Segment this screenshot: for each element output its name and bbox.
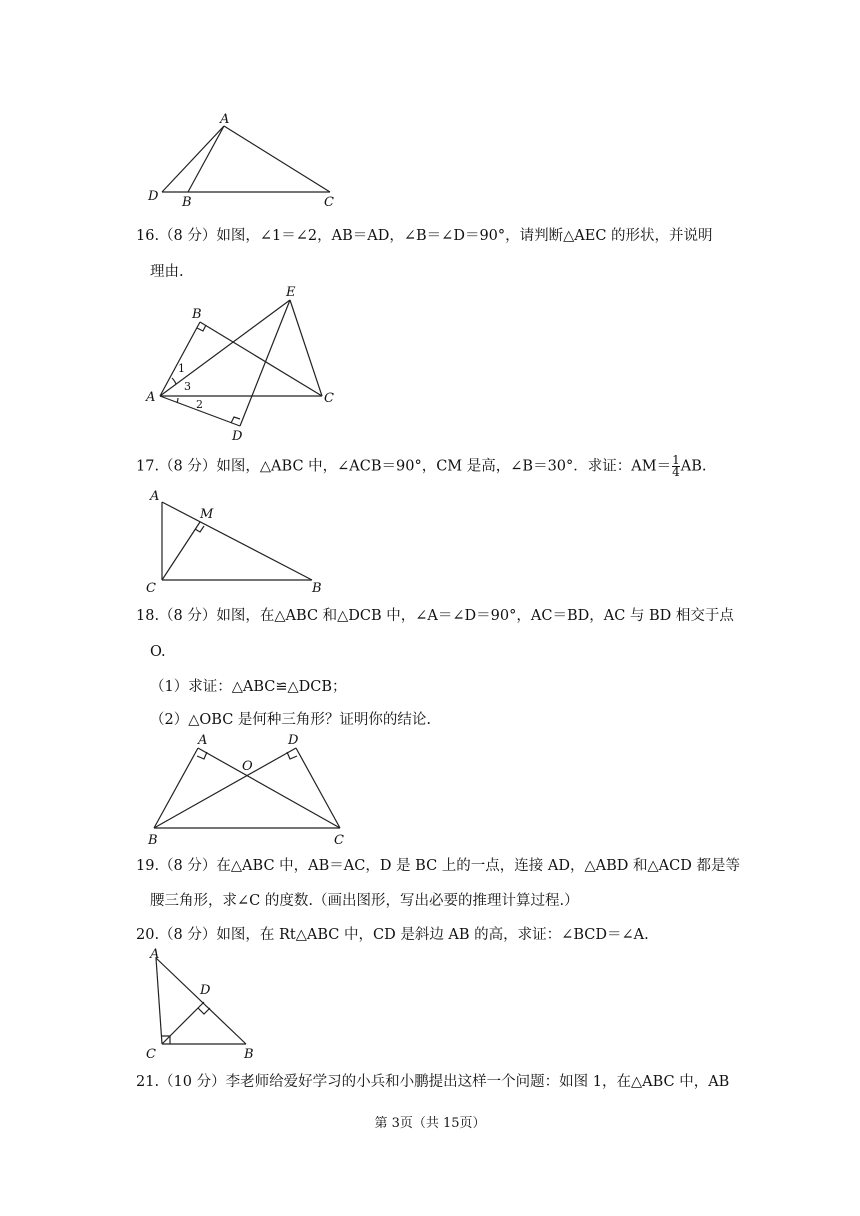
- problem-17-text: 17.（8 分）如图，△ABC 中，∠ACB＝90°，CM 是高，∠B＝30°．求证：AM＝: [136, 458, 672, 475]
- problem-20-line-1: 20.（8 分）如图，在 Rt△ABC 中，CD 是斜边 AB 的高，求证：∠BCD＝∠A.: [136, 927, 649, 943]
- figure-17: [140, 484, 340, 600]
- label-e: E: [286, 285, 296, 300]
- problem-17-line: [136, 455, 706, 478]
- label-o: O: [242, 759, 253, 774]
- label-a: A: [150, 947, 160, 962]
- fraction-denominator: 4: [672, 465, 680, 479]
- problem-19-line-2: 腰三角形，求∠C 的度数.（画出图形，写出必要的推理计算过程.）: [150, 893, 579, 909]
- label-angle-3: 3: [184, 380, 191, 393]
- label-c: C: [334, 833, 344, 848]
- label-b: B: [244, 1047, 254, 1062]
- figure-20: [140, 944, 270, 1070]
- page-footer: 第 3页（共 15页）: [374, 1116, 486, 1131]
- label-m: M: [200, 507, 214, 522]
- label-d: D: [200, 983, 211, 998]
- label-d: D: [148, 189, 159, 204]
- label-a: A: [146, 390, 156, 405]
- label-angle-2: 2: [196, 398, 203, 411]
- label-angle-1: 1: [178, 362, 185, 375]
- label-b: B: [312, 581, 322, 596]
- label-a: A: [198, 733, 208, 748]
- label-c: C: [146, 581, 156, 596]
- label-b: B: [192, 307, 202, 322]
- problem-19-line-1: 19.（8 分）在△ABC 中，AB＝AC，D 是 BC 上的一点，连接 AD，△ABD 和△ACD 都是等: [136, 858, 740, 874]
- label-b: B: [148, 833, 158, 848]
- figure-18: [140, 728, 360, 854]
- problem-18-line-1: 18.（8 分）如图，在△ABC 和△DCB 中，∠A＝∠D＝90°，AC＝BD，AC 与 BD 相交于点: [136, 608, 734, 624]
- problem-17-text-end: AB.: [680, 458, 707, 475]
- problem-21-line-1: 21.（10 分）李老师给爱好学习的小兵和小鹏提出这样一个问题：如图 1，在△ABC 中，AB: [136, 1074, 730, 1090]
- problem-18-line-2: O.: [150, 644, 166, 660]
- label-d: D: [288, 733, 299, 748]
- label-a: A: [150, 489, 160, 504]
- problem-16-line-2: 理由.: [150, 264, 184, 280]
- fraction-one-quarter: [672, 455, 680, 478]
- label-d: D: [232, 429, 243, 444]
- problem-18-part-1: （1）求证：△ABC≌△DCB；: [150, 679, 347, 695]
- problem-16-line-1: 16.（8 分）如图，∠1＝∠2，AB＝AD，∠B＝∠D＝90°，请判断△AEC 的形状，并说明: [136, 228, 713, 244]
- fraction-numerator: 1: [672, 453, 680, 467]
- problem-18-part-2: （2）△OBC 是何种三角形？证明你的结论.: [150, 712, 431, 728]
- label-c: C: [146, 1047, 156, 1062]
- label-c: C: [324, 195, 334, 208]
- label-c: C: [324, 391, 334, 406]
- figure-16: [140, 280, 350, 449]
- label-b: B: [182, 195, 192, 208]
- figure-15: [140, 108, 340, 212]
- label-a: A: [220, 112, 230, 127]
